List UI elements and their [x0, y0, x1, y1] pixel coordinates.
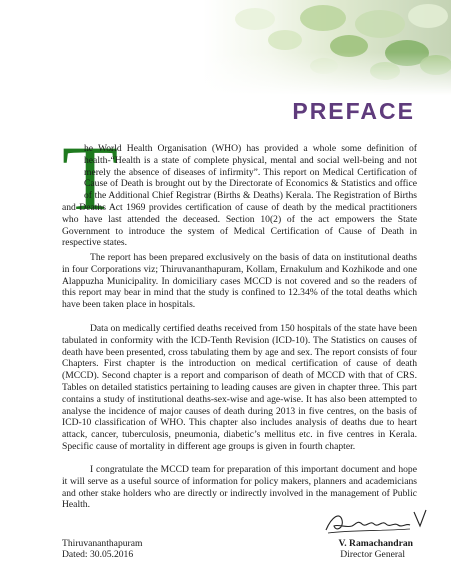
- signatory-name: V. Ramachandran: [338, 538, 413, 549]
- paragraph-intro-text: he World Health Organisation (WHO) has provided a whole some definition of health-“Health is a state of complete physical, mental and social well-being and not merely the absence of diseases of infirmity”. This report on Medical Certification of Cause of Death is brought out by the Directorate of Economics & Statistics and office of the Additional Chief Registrar (Births & Deaths) Kerala. The Registration of Births and Deaths Act 1969 provides certification of cause of death by the medical practitioners who have last attended the deceased. Section 10(2) of the act empowers the State Government to introduce the system of Medical Certification of Cause of Death in respective states.: [62, 143, 417, 249]
- issue-date: Dated: 30.05.2016: [62, 549, 134, 560]
- banner-fade: [0, 0, 451, 95]
- drop-cap: T: [62, 127, 119, 229]
- signatory-role: Director General: [340, 549, 405, 560]
- place-of-issue: Thiruvananthapuram: [62, 538, 143, 549]
- signature-icon: [322, 506, 432, 538]
- paragraph-data: Data on medically certified deaths received from 150 hospitals of the state have been tabulated in conformity with the ICD-Tenth Revision (ICD-10). The Statistics on causes of death have been presented, cross tabulating them by age and sex. The report consists of four Chapters. First chapter is the introduction on medical certification of cause of death (MCCD). Second chapter is a report and comparison of death of MCCD with that of CRS. Tables on detailed statistics pertaining to leading causes are given in chapter three. This part contains a study of institutional deaths-sex-wise and age-wise. It has also been attempted to analyse the incidence of major causes of death during 2013 in five centres, on the basis of ICD-10 classification of WHO. This chapter also includes analysis of deaths due to heart attack, cancer, tuberculosis, pneumonia, diabetic’s mellitus etc. in five centres in Kerala. Specific cause of mortality in different age groups is given in fourth chapter.: [62, 323, 417, 452]
- page-title: PREFACE: [292, 98, 415, 124]
- paragraph-congratulations: I congratulate the MCCD team for preparation of this important document and hope it will serve as a useful source of information for policy makers, planners and academicians and other stake holders who are directly or indirectly involved in the management of Public Health.: [62, 464, 417, 511]
- paragraph-scope: The report has been prepared exclusively on the basis of data on institutional deaths in four Corporations viz; Thiruvananthapuram, Kollam, Ernakulum and Kozhikode and one Alappuzha Municipality. In domiciliary cases MCCD is not covered and so the readers of this report may bear in mind that the study is confined to 12.34% of the total deaths which have been taken place in hospitals.: [62, 252, 417, 311]
- dropcap-spacer: [62, 143, 84, 199]
- pills-banner-image: [0, 0, 451, 95]
- paragraph-intro: [62, 143, 417, 249]
